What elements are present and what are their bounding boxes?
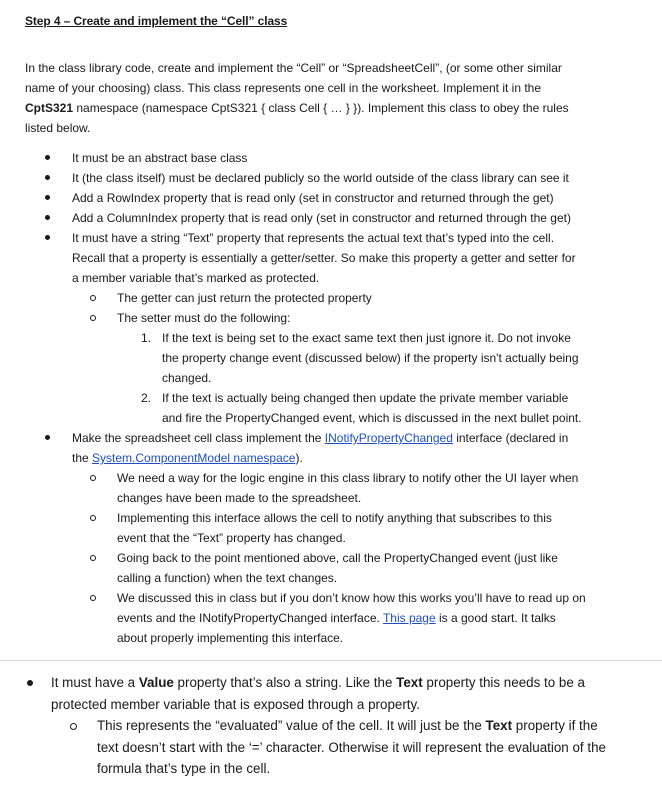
inotify-link[interactable]: INotifyPropertyChanged xyxy=(324,431,453,445)
page-divider xyxy=(0,660,662,661)
bullet-dot xyxy=(45,155,50,160)
this-page-link[interactable]: This page xyxy=(382,611,436,625)
sub-bullet-item: Implementing this interface allows the cell to notify anything that subscribes to this event that the “Text” property has changed. xyxy=(117,511,552,545)
bullet-item: Add a RowIndex property that is read only (set in constructor and returned through the get) xyxy=(72,191,554,205)
bullet-dot xyxy=(45,435,50,440)
sub-bullet-item: We need a way for the logic engine in this class library to notify other the UI layer when changes have been made to the spreadsheet. xyxy=(117,471,579,505)
sub-bullet-item: Going back to the point mentioned above, call the PropertyChanged event (just like calling a function) when the text changes. xyxy=(117,551,558,585)
numbered-label: 1. xyxy=(141,331,152,345)
numbered-item: If the text is actually being changed then update the private member variable and fire the PropertyChanged event, which is discussed in the next bullet point. xyxy=(162,391,582,425)
intro-line: name of your choosing) class. This class represents one cell in the worksheet. Implement it in the xyxy=(25,81,542,95)
bullet-dot xyxy=(45,235,50,240)
sub-bullet-item: This represents the “evaluated” value of the cell. It will just be the Text property if the text doesn’t start with the ‘=’ character. Otherwise it will represent the evaluation of the formula that’s type in the cell. xyxy=(97,718,606,776)
bullet-item: It (the class itself) must be declared publicly so the world outside of the class library can see it xyxy=(72,171,569,185)
sub-bullet-circle xyxy=(90,295,96,301)
intro-paragraph xyxy=(25,58,635,138)
sub-bullet-circle xyxy=(90,475,96,481)
sub-bullet-item: The getter can just return the protected property xyxy=(117,291,372,305)
bullet-item: It must be an abstract base class xyxy=(72,151,248,165)
numbered-label: 2. xyxy=(141,391,152,405)
bullet-dot xyxy=(45,175,50,180)
sub-bullet-circle xyxy=(90,595,96,601)
bullet-item-text-property: It must have a string “Text” property that represents the actual text that’s typed into the cell. Recall that a property is essentially a getter/setter. So make this property a getter and setter for a member variable that’s marked as protected. xyxy=(72,231,576,285)
sub-bullet-item: We discussed this in class but if you don’t know how this works you’ll have to read up on events and the INotifyPropertyChanged interface. This page is a good start. It talks about properly implementing this interface. xyxy=(117,591,586,645)
sub-bullet-item: The setter must do the following: xyxy=(117,311,291,325)
namespace-bold: CptS321 xyxy=(25,101,74,115)
step-heading: Step 4 – Create and implement the “Cell” class xyxy=(25,14,288,28)
bullet-item-value-property: It must have a Value property that’s also a string. Like the Text property this needs to be a protected member variable that is exposed through a property. xyxy=(51,675,585,712)
intro-line: listed below. xyxy=(25,121,91,135)
sub-bullet-circle xyxy=(70,723,77,730)
sub-bullet-circle xyxy=(90,315,96,321)
bullet-dot xyxy=(27,680,33,686)
bullet-dot xyxy=(45,195,50,200)
intro-line: In the class library code, create and implement the “Cell” or “SpreadsheetCell”, (or some other similar xyxy=(25,61,562,75)
bullet-item-inotify: Make the spreadsheet cell class implement the INotifyPropertyChanged interface (declared in the System.ComponentModel namespace). xyxy=(72,431,569,465)
sub-bullet-circle xyxy=(90,555,96,561)
bullet-item: Add a ColumnIndex property that is read only (set in constructor and returned through the get) xyxy=(72,211,571,225)
numbered-item: If the text is being set to the exact same text then just ignore it. Do not invoke the property change event (discussed below) if the property isn't actually being changed. xyxy=(162,331,579,385)
sub-bullet-circle xyxy=(90,515,96,521)
bullet-dot xyxy=(45,215,50,220)
intro-line: CptS321 namespace (namespace CptS321 { class Cell { … } }). Implement this class to obey the rules xyxy=(25,101,569,115)
namespace-link[interactable]: System.ComponentModel namespace xyxy=(92,451,296,465)
